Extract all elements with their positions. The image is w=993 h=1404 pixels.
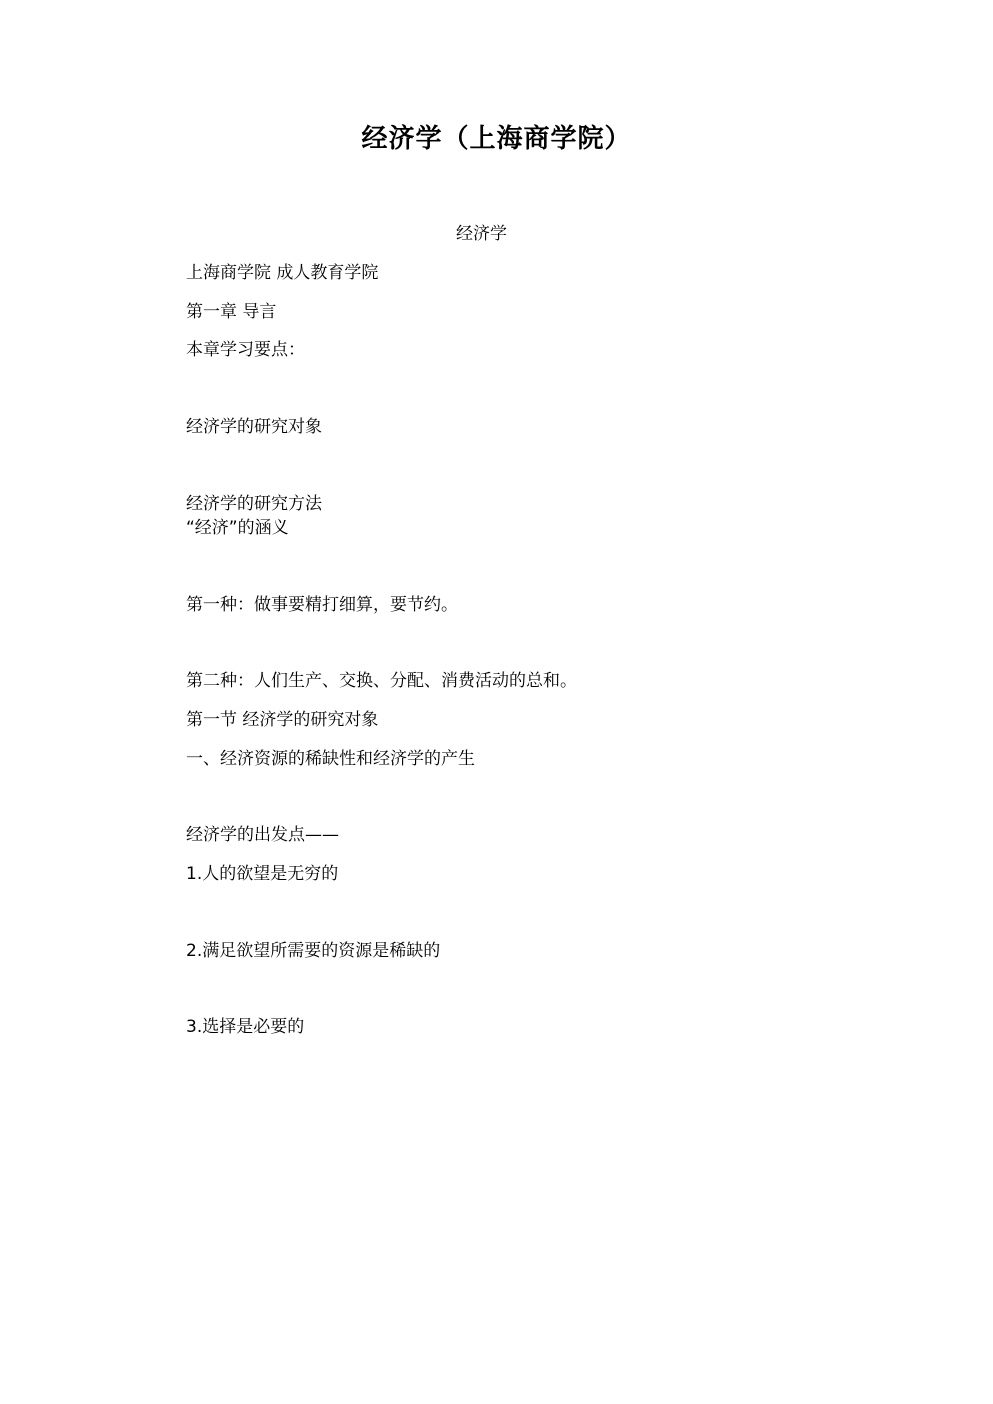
spacer	[186, 247, 807, 261]
institution-line: 上海商学院 成人教育学院	[186, 262, 379, 283]
spacer	[186, 887, 807, 939]
spacer	[186, 694, 807, 708]
key-point-2: 经济学的研究方法	[186, 493, 322, 514]
key-points-label: 本章学习要点：	[186, 340, 305, 361]
starting-point-line: 经济学的出发点——	[186, 825, 339, 846]
spacer	[186, 440, 807, 492]
meaning-heading: “经济”的涵义	[186, 518, 289, 539]
document-subtitle: 经济学	[456, 224, 507, 245]
spacer	[186, 324, 807, 338]
list-item-3: 3.选择是必要的	[186, 1017, 305, 1038]
list-item-1: 1.人的欲望是无穷的	[186, 864, 339, 885]
meaning-second: 第二种：人们生产、交换、分配、消费活动的总和。	[186, 671, 577, 692]
spacer	[186, 286, 807, 300]
spacer	[186, 733, 807, 747]
meaning-first: 第一种：做事要精打细算，要节约。	[186, 594, 458, 615]
page-title: 经济学（上海商学院）	[361, 124, 632, 154]
subsection-heading-1: 一、经济资源的稀缺性和经济学的产生	[186, 748, 475, 769]
spacer	[186, 771, 807, 823]
key-point-1: 经济学的研究对象	[186, 416, 322, 437]
spacer	[186, 963, 807, 1015]
section-heading-1: 第一节 经济学的研究对象	[186, 710, 379, 731]
spacer	[186, 617, 807, 669]
spacer	[186, 848, 807, 862]
spacer	[186, 363, 807, 415]
chapter-heading: 第一章 导言	[186, 301, 277, 322]
spacer	[186, 541, 807, 593]
list-item-2: 2.满足欲望所需要的资源是稀缺的	[186, 940, 441, 961]
